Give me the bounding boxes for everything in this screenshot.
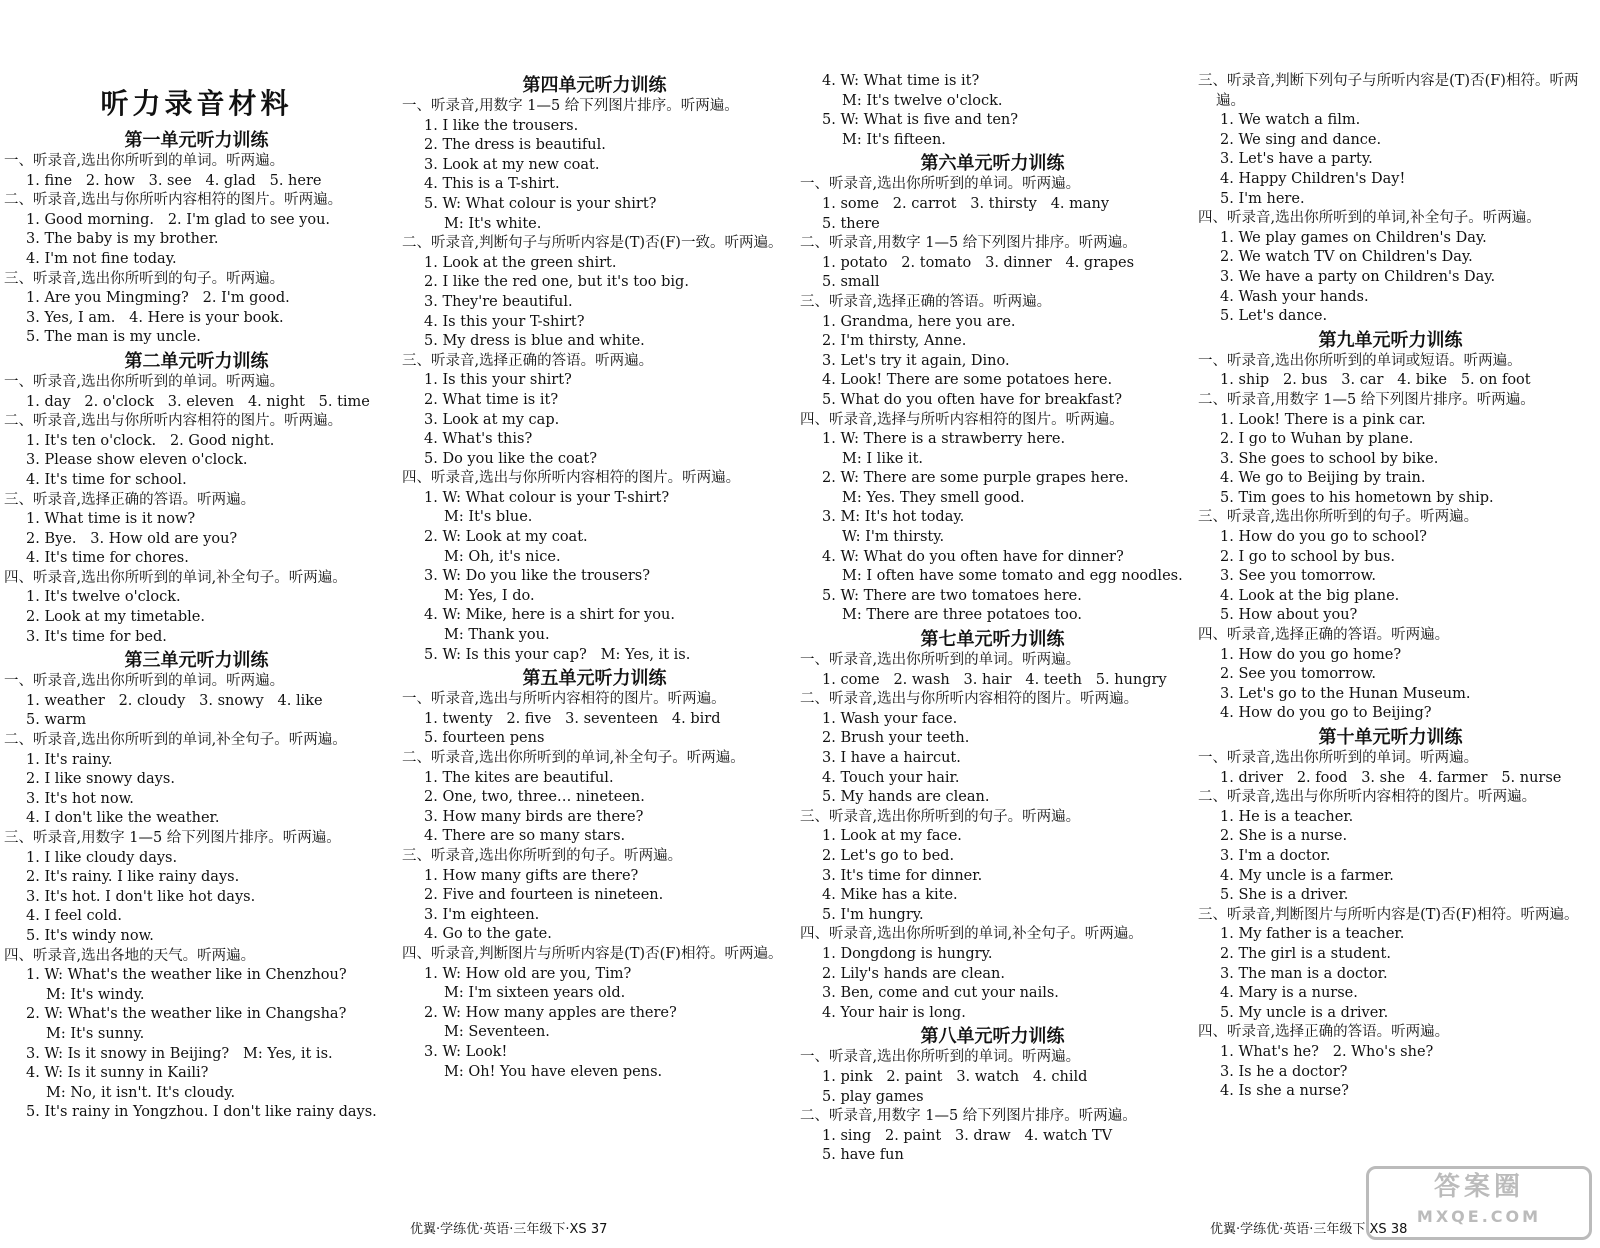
transcript-line: 3. Ben, come and cut your nails. xyxy=(822,985,1059,1002)
section-title: 第五单元听力训练 xyxy=(522,668,667,690)
watermark-logo xyxy=(1366,1166,1592,1240)
transcript-line: 1. Look at my face. xyxy=(822,828,962,845)
question-heading: 三、听录音,判断图片与所听内容是(T)否(F)相符。听两遍。 xyxy=(1198,906,1579,923)
column-3 xyxy=(800,72,1185,1166)
question-heading: 四、听录音,选出你所听到的单词,补全句子。听两遍。 xyxy=(1198,210,1541,227)
transcript-line: 3. See you tomorrow. xyxy=(1220,568,1376,585)
transcript-line: 4. It's time for chores. xyxy=(26,550,189,567)
transcript-line: 2. We watch TV on Children's Day. xyxy=(1220,249,1473,266)
transcript-line: 3. We have a party on Children's Day. xyxy=(1220,268,1496,285)
question-heading: 四、听录音,判断图片与所听内容是(T)否(F)相符。听两遍。 xyxy=(402,945,783,962)
question-heading: 二、听录音,判断句子与所听内容是(T)否(F)一致。听两遍。 xyxy=(402,235,783,252)
section-title: 第八单元听力训练 xyxy=(920,1026,1065,1048)
transcript-line: 4. Look at the big plane. xyxy=(1220,587,1400,604)
transcript-line: M: I often have some tomato and egg noodles. xyxy=(842,568,1183,585)
transcript-line: 4. I'm not fine today. xyxy=(26,250,177,267)
transcript-line: 3. Look at my cap. xyxy=(424,411,560,428)
transcript-line: 5. W: What colour is your shirt? xyxy=(424,195,657,212)
transcript-line: 5. Do you like the coat? xyxy=(424,450,597,467)
transcript-line: 1. It's ten o'clock. 2. Good night. xyxy=(26,432,275,449)
transcript-line: 5. there xyxy=(822,215,880,232)
question-heading: 三、听录音,选出你所听到的句子。听两遍。 xyxy=(402,847,683,864)
section-title: 第六单元听力训练 xyxy=(920,153,1065,175)
transcript-line: 4. Happy Children's Day! xyxy=(1220,170,1406,187)
transcript-line: 3. Please show eleven o'clock. xyxy=(26,452,248,469)
transcript-line: 1. driver 2. food 3. she 4. farmer 5. nurse xyxy=(1220,769,1562,786)
transcript-line: 5. Tim goes to his hometown by ship. xyxy=(1220,489,1494,506)
transcript-line: 3. M: It's hot today. xyxy=(822,509,965,526)
transcript-line: 3. Yes, I am. 4. Here is your book. xyxy=(26,309,284,326)
question-heading: 一、听录音,选出你所听到的单词。听两遍。 xyxy=(800,1049,1081,1066)
transcript-line: 2. I'm thirsty, Anne. xyxy=(822,333,967,350)
transcript-line: 5. small xyxy=(822,274,880,291)
transcript-line: 2. Brush your teeth. xyxy=(822,730,970,747)
transcript-line: 2. Bye. 3. How old are you? xyxy=(26,530,238,547)
transcript-line: M: Thank you. xyxy=(444,627,550,644)
question-heading: 三、听录音,选出你所听到的句子。听两遍。 xyxy=(1198,509,1479,526)
footer-left: 优翼·学练优·英语·三年级下·XS 37 xyxy=(410,1222,608,1237)
question-heading: 三、听录音,选出你所听到的句子。听两遍。 xyxy=(800,808,1081,825)
transcript-line: 4. My uncle is a farmer. xyxy=(1220,867,1394,884)
transcript-line: 1. twenty 2. five 3. seventeen 4. bird xyxy=(424,710,721,727)
transcript-line: 2. W: What's the weather like in Changsha? xyxy=(26,1006,347,1023)
section-title: 第七单元听力训练 xyxy=(920,629,1065,651)
transcript-line: 3. I have a haircut. xyxy=(822,750,961,766)
question-heading: 一、听录音,选出你所听到的单词。听两遍。 xyxy=(4,153,285,169)
transcript-line: 5. W: Is this your cap? M: Yes, it is. xyxy=(424,646,691,663)
question-heading: 四、听录音,选出你所听到的单词,补全句子。听两遍。 xyxy=(800,926,1143,943)
transcript-line: 1. weather 2. cloudy 3. snowy 4. like xyxy=(26,692,323,709)
transcript-line: 2. I like the red one, but it's too big. xyxy=(424,274,689,291)
transcript-line: 2. Let's go to bed. xyxy=(822,847,955,864)
transcript-line: 5. I'm here. xyxy=(1220,190,1305,207)
transcript-line: 2. It's rainy. I like rainy days. xyxy=(26,869,240,886)
transcript-line: M: Yes, I do. xyxy=(444,587,535,604)
transcript-line: 1. How do you go home? xyxy=(1220,646,1402,663)
transcript-line: 2. The dress is beautiful. xyxy=(424,137,606,154)
question-heading: 二、听录音,选出你所听到的单词,补全句子。听两遍。 xyxy=(402,750,745,766)
transcript-line: M: I like it. xyxy=(842,450,924,467)
transcript-line: M: It's windy. xyxy=(46,986,145,1003)
transcript-line: 5. My dress is blue and white. xyxy=(424,333,645,350)
transcript-line: 1. W: How old are you, Tim? xyxy=(424,965,632,982)
transcript-line: 3. How many birds are there? xyxy=(424,808,644,825)
column-1-body xyxy=(4,130,389,1123)
watermark-line1: 答案圈 xyxy=(1433,1172,1524,1202)
question-heading: 四、听录音,选出各地的天气。听两遍。 xyxy=(4,947,256,964)
transcript-line: 1. W: What's the weather like in Chenzhou? xyxy=(26,967,347,984)
question-heading: 二、听录音,选出与你所听内容相符的图片。听两遍。 xyxy=(4,413,343,430)
column-4 xyxy=(1198,72,1583,1102)
transcript-line: 4. There are so many stars. xyxy=(424,828,626,845)
question-heading: 一、听录音,用数字 1—5 给下列图片排序。听两遍。 xyxy=(402,98,739,114)
transcript-line: M: I'm sixteen years old. xyxy=(444,985,626,1002)
transcript-line: 4. What's this? xyxy=(424,431,533,448)
section-title: 第三单元听力训练 xyxy=(124,650,269,672)
transcript-line: 2. W: There are some purple grapes here. xyxy=(822,470,1129,487)
transcript-line: 5. W: What is five and ten? xyxy=(822,112,1019,129)
transcript-line: 1. sing 2. paint 3. draw 4. watch TV xyxy=(822,1127,1113,1144)
transcript-line: 4. Look! There are some potatoes here. xyxy=(822,372,1113,389)
question-heading: 一、听录音,选出你所听到的单词。听两遍。 xyxy=(1198,750,1479,766)
transcript-line: 5. She is a driver. xyxy=(1220,887,1349,904)
transcript-line: 3. They're beautiful. xyxy=(424,293,573,310)
transcript-line: M: No, it isn't. It's cloudy. xyxy=(46,1084,236,1101)
transcript-line: M: Seventeen. xyxy=(444,1024,550,1041)
transcript-line: 5. The man is my uncle. xyxy=(26,329,201,346)
transcript-line: 1. We watch a film. xyxy=(1220,112,1361,129)
question-heading: 三、听录音,选出你所听到的句子。听两遍。 xyxy=(4,270,285,287)
question-heading: 三、听录音,选择正确的答语。听两遍。 xyxy=(800,293,1052,310)
transcript-line: 3. W: Do you like the trousers? xyxy=(424,568,651,585)
transcript-line: 3. She goes to school by bike. xyxy=(1220,450,1439,467)
section-title: 第二单元听力训练 xyxy=(124,350,269,372)
transcript-line: 4. W: Is it sunny in Kaili? xyxy=(26,1065,209,1082)
transcript-line: 5. How about you? xyxy=(1220,607,1358,624)
question-heading: 二、听录音,选出与你所听内容相符的图片。听两遍。 xyxy=(800,691,1139,708)
question-heading: 一、听录音,选出你所听到的单词。听两遍。 xyxy=(800,176,1081,193)
transcript-line: M: Oh, it's nice. xyxy=(444,548,561,565)
transcript-line: 5. It's rainy in Yongzhou. I don't like rainy days. xyxy=(26,1104,377,1121)
question-heading: 三、听录音,用数字 1—5 给下列图片排序。听两遍。 xyxy=(4,830,341,846)
transcript-line: 1. What time is it now? xyxy=(26,511,196,528)
transcript-line: 2. Look at my timetable. xyxy=(26,609,205,626)
transcript-line: 2. Lily's hands are clean. xyxy=(822,965,1005,982)
question-heading: 一、听录音,选出你所听到的单词或短语。听两遍。 xyxy=(1198,352,1522,369)
question-heading: 四、听录音,选择正确的答语。听两遍。 xyxy=(1198,627,1450,644)
transcript-line: 4. W: Mike, here is a shirt for you. xyxy=(424,607,675,624)
transcript-line: 4. W: What do you often have for dinner? xyxy=(822,548,1124,565)
transcript-line: 5. My hands are clean. xyxy=(822,789,990,806)
transcript-line: 3. It's hot. I don't like hot days. xyxy=(26,888,256,905)
transcript-line: 1. pink 2. paint 3. watch 4. child xyxy=(822,1068,1088,1085)
transcript-line: M: There are three potatoes too. xyxy=(842,607,1083,624)
column-2 xyxy=(402,72,787,1082)
transcript-line: 3. I'm eighteen. xyxy=(424,906,540,923)
transcript-line: 4. I feel cold. xyxy=(26,908,122,925)
transcript-line: 3. Let's go to the Hunan Museum. xyxy=(1220,685,1471,702)
transcript-line: 5. My uncle is a driver. xyxy=(1220,1004,1389,1021)
transcript-line: M: It's fifteen. xyxy=(842,131,946,148)
transcript-line: 4. Touch your hair. xyxy=(822,769,960,786)
transcript-line: M: It's blue. xyxy=(444,509,533,526)
transcript-line: 3. The baby is my brother. xyxy=(26,231,219,248)
transcript-line: 3. W: Is it snowy in Beijing? M: Yes, it is. xyxy=(26,1045,333,1062)
transcript-line: 1. Are you Mingming? 2. I'm good. xyxy=(26,290,290,307)
question-heading: 一、听录音,选出你所听到的单词。听两遍。 xyxy=(800,652,1081,669)
question-heading: 四、听录音,选择正确的答语。听两遍。 xyxy=(1198,1024,1450,1041)
transcript-line: 1. potato 2. tomato 3. dinner 4. grapes xyxy=(822,254,1135,271)
transcript-line: 2. The girl is a student. xyxy=(1220,945,1391,962)
question-heading: 三、听录音,选择正确的答语。听两遍。 xyxy=(4,491,256,508)
column-1 xyxy=(4,72,389,1123)
section-title: 第九单元听力训练 xyxy=(1318,329,1463,351)
transcript-line: 3. Is he a doctor? xyxy=(1220,1063,1348,1080)
transcript-line: 3. It's time for dinner. xyxy=(822,867,983,884)
transcript-line: 2. We sing and dance. xyxy=(1220,131,1382,148)
transcript-line: 1. some 2. carrot 3. thirsty 4. many xyxy=(822,195,1110,212)
transcript-line: 1. day 2. o'clock 3. eleven 4. night 5. time xyxy=(26,393,370,410)
transcript-line: 4. Is she a nurse? xyxy=(1220,1083,1349,1100)
transcript-line: 4. Mike has a kite. xyxy=(822,887,958,904)
transcript-line: 1. My father is a teacher. xyxy=(1220,926,1405,943)
transcript-line: 5. fourteen pens xyxy=(424,730,545,747)
transcript-line: 3. Let's try it again, Dino. xyxy=(822,352,1010,369)
transcript-line: 1. Good morning. 2. I'm glad to see you. xyxy=(26,211,331,228)
transcript-line: 5. Let's dance. xyxy=(1220,308,1328,325)
question-heading: 二、听录音,用数字 1—5 给下列图片排序。听两遍。 xyxy=(800,1108,1137,1125)
transcript-line: 3. Let's have a party. xyxy=(1220,151,1373,168)
transcript-line: 2. Five and fourteen is nineteen. xyxy=(424,887,664,904)
transcript-line: W: I'm thirsty. xyxy=(842,529,945,546)
transcript-line: 5. What do you often have for breakfast? xyxy=(822,391,1122,408)
question-heading: 三、听录音,选择正确的答语。听两遍。 xyxy=(402,352,654,369)
transcript-line: 4. W: What time is it? xyxy=(822,73,980,89)
transcript-line: 1. He is a teacher. xyxy=(1220,808,1354,825)
transcript-line: 1. How do you go to school? xyxy=(1220,529,1427,546)
transcript-line: 1. Wash your face. xyxy=(822,710,958,727)
transcript-line: M: It's twelve o'clock. xyxy=(842,92,1003,109)
transcript-line: 1. come 2. wash 3. hair 4. teeth 5. hungry xyxy=(822,671,1167,688)
transcript-line: 2. I like snowy days. xyxy=(26,771,175,788)
transcript-line: 3. Look at my new coat. xyxy=(424,156,600,173)
transcript-line: 1. Is this your shirt? xyxy=(424,372,572,389)
transcript-line: 1. How many gifts are there? xyxy=(424,867,639,884)
watermark-line2: MXQE.COM xyxy=(1416,1207,1542,1226)
transcript-line: 1. Look! There is a pink car. xyxy=(1220,411,1426,428)
transcript-line: 1. Grandma, here you are. xyxy=(822,313,1016,330)
column-4-body xyxy=(1198,72,1583,1102)
transcript-line: 4. I don't like the weather. xyxy=(26,810,220,827)
transcript-line: 1. Look at the green shirt. xyxy=(424,254,617,271)
transcript-line: 2. What time is it? xyxy=(424,391,559,408)
column-3-body xyxy=(800,72,1185,1166)
transcript-line: M: Oh! You have eleven pens. xyxy=(444,1063,663,1080)
question-heading: 二、听录音,用数字 1—5 给下列图片排序。听两遍。 xyxy=(800,235,1137,252)
transcript-line: 2. W: How many apples are there? xyxy=(424,1004,677,1021)
transcript-line: 5. It's windy now. xyxy=(26,927,154,944)
question-heading: 四、听录音,选出你所听到的单词,补全句子。听两遍。 xyxy=(4,569,347,586)
transcript-line: 1. fine 2. how 3. see 4. glad 5. here xyxy=(26,172,322,189)
column-2-body xyxy=(402,75,787,1082)
transcript-line: 2. See you tomorrow. xyxy=(1220,666,1376,683)
transcript-line: 1. We play games on Children's Day. xyxy=(1220,229,1487,246)
transcript-line: 5. warm xyxy=(26,712,87,729)
transcript-line: 2. She is a nurse. xyxy=(1220,828,1348,845)
transcript-line: 2. One, two, three… nineteen. xyxy=(424,789,645,806)
transcript-line: 1. Dongdong is hungry. xyxy=(822,945,993,962)
transcript-line: 1. It's twelve o'clock. xyxy=(26,589,181,606)
question-heading: 一、听录音,选出与所听内容相符的图片。听两遍。 xyxy=(402,691,726,708)
transcript-line: 4. This is a T-shirt. xyxy=(424,176,560,193)
section-title: 第四单元听力训练 xyxy=(522,75,667,96)
transcript-line: 3. I'm a doctor. xyxy=(1220,847,1331,864)
question-heading: 二、听录音,选出你所听到的单词,补全句子。听两遍。 xyxy=(4,732,347,749)
transcript-line: 1. W: There is a strawberry here. xyxy=(822,431,1066,448)
question-heading: 二、听录音,用数字 1—5 给下列图片排序。听两遍。 xyxy=(1198,391,1535,408)
transcript-line: 1. ship 2. bus 3. car 4. bike 5. on foot xyxy=(1220,372,1531,389)
question-heading: 四、听录音,选择与所听内容相符的图片。听两遍。 xyxy=(800,411,1124,428)
transcript-line: 3. W: Look! xyxy=(424,1043,508,1060)
transcript-line: 2. I go to Wuhan by plane. xyxy=(1220,431,1414,448)
question-heading: 四、听录音,选出与你所听内容相符的图片。听两遍。 xyxy=(402,470,741,487)
transcript-line: M: It's sunny. xyxy=(46,1025,145,1042)
transcript-line: 4. Wash your hands. xyxy=(1220,288,1369,305)
transcript-line: 4. It's time for school. xyxy=(26,471,187,488)
transcript-line: 1. I like the trousers. xyxy=(424,117,579,134)
transcript-line: 3. It's hot now. xyxy=(26,790,134,807)
transcript-line: 4. How do you go to Beijing? xyxy=(1220,705,1432,722)
transcript-line: 4. Is this your T-shirt? xyxy=(424,313,585,330)
section-title: 第一单元听力训练 xyxy=(124,130,269,151)
transcript-line: 5. have fun xyxy=(822,1147,904,1164)
footer-right: 优翼·学练优·英语·三年级下·XS 38 xyxy=(1210,1222,1408,1237)
transcript-line: 2. W: Look at my coat. xyxy=(424,529,588,546)
transcript-line: 1. The kites are beautiful. xyxy=(424,769,614,786)
transcript-line: M: Yes. They smell good. xyxy=(842,489,1025,506)
transcript-line: 4. Mary is a nurse. xyxy=(1220,985,1358,1002)
transcript-line: M: It's white. xyxy=(444,215,542,232)
transcript-line: 5. play games xyxy=(822,1088,924,1105)
question-heading: 二、听录音,选出与你所听内容相符的图片。听两遍。 xyxy=(4,192,343,209)
question-heading: 三、听录音,判断下列句子与所听内容是(T)否(F)相符。听两遍。 xyxy=(1198,73,1579,109)
transcript-line: 2. I go to school by bus. xyxy=(1220,548,1395,565)
transcript-line: 3. It's time for bed. xyxy=(26,628,167,645)
transcript-line: 1. W: What colour is your T-shirt? xyxy=(424,489,670,506)
transcript-line: 3. The man is a doctor. xyxy=(1220,965,1388,982)
transcript-line: 4. We go to Beijing by train. xyxy=(1220,470,1426,487)
transcript-line: 5. I'm hungry. xyxy=(822,906,924,923)
question-heading: 一、听录音,选出你所听到的单词。听两遍。 xyxy=(4,673,285,690)
transcript-line: 4. Your hair is long. xyxy=(822,1004,966,1021)
transcript-line: 1. What's he? 2. Who's she? xyxy=(1220,1043,1434,1060)
page-title: 听力录音材料 xyxy=(100,87,293,120)
question-heading: 二、听录音,选出与你所听内容相符的图片。听两遍。 xyxy=(1198,789,1537,806)
question-heading: 一、听录音,选出你所听到的单词。听两遍。 xyxy=(4,373,285,390)
section-title: 第十单元听力训练 xyxy=(1318,727,1463,748)
transcript-line: 1. It's rainy. xyxy=(26,751,113,768)
transcript-line: 1. I like cloudy days. xyxy=(26,849,178,866)
transcript-line: 4. Go to the gate. xyxy=(424,926,552,943)
transcript-line: 5. W: There are two tomatoes here. xyxy=(822,587,1082,604)
